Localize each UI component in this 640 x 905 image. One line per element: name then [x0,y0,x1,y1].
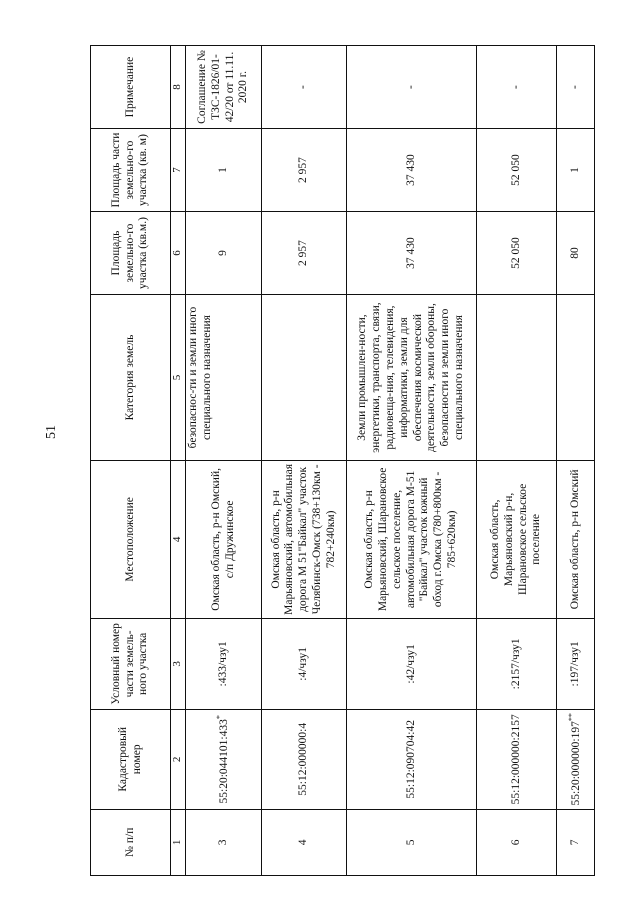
row-conditional: :433/чзу1 [186,618,262,709]
table-row [477,46,557,876]
col-number: 8 [171,46,186,129]
footnote-mark: ** [567,713,577,722]
row-area: 2 957 [262,212,347,295]
row-category: безопаснос-ти и земли иного специального назначения [186,295,262,461]
row-cadastral [477,710,557,810]
header-num: № п/п [91,809,171,875]
row-location: Омская область, р-н Марьяновский, Шарановское сельское поселение, автомобильная дорога М-51 "Байкал" участок южный обход г.Омска (780+800км - 785+620км) [347,461,477,619]
header-category: Категория земель [91,295,171,461]
table-row [347,46,477,876]
col-number: 2 [171,710,186,810]
row-note: - [557,46,595,129]
row-note: Соглашение № ТЗС-1826/01-42/20 от 11.11. 2020 г. [186,46,262,129]
header-part-area: Площадь части земельно-го участка (кв. м) [91,129,171,212]
cadastral-number: 55:12:090704:42 [404,720,417,799]
row-note: - [262,46,347,129]
row-category: Земли промышлен-ности, энергетики, транспорта, связи, радиовеща-ния, телевидения, информатики, земли для обеспечения космической деятельности, земли обороны, безопасности и земли иного специального назначения [347,295,477,461]
row-cadastral [347,710,477,810]
row-note: - [477,46,557,129]
row-cadastral [262,710,347,810]
header-row [91,46,171,876]
row-num: 3 [186,809,262,875]
row-part-area: 37 430 [347,129,477,212]
row-conditional: :197/чзу1 [557,618,595,709]
col-number: 1 [171,809,186,875]
row-cadastral [186,710,262,810]
cadastral-number: 55:12:000000:2157 [509,714,522,805]
row-category [477,295,557,461]
table-row [186,46,262,876]
header-location: Местоположение [91,461,171,619]
document-table-container [90,45,593,876]
row-part-area: 52 050 [477,129,557,212]
cadastral-number: 55:20:000000:197 [570,721,583,806]
row-location: Омская область, р-н Омский [557,461,595,619]
footnote-mark: * [215,715,225,720]
row-location: Омская область, р-н Омский, с/п Дружинское [186,461,262,619]
col-number: 6 [171,212,186,295]
row-part-area: 1 [557,129,595,212]
col-number: 5 [171,295,186,461]
col-number: 3 [171,618,186,709]
row-cadastral [557,710,595,810]
col-number: 4 [171,461,186,619]
header-area: Площадь земельно-го участка (кв.м.) [91,212,171,295]
col-number: 7 [171,129,186,212]
row-num: 6 [477,809,557,875]
row-conditional: :42/чзу1 [347,618,477,709]
row-area: 37 430 [347,212,477,295]
row-num: 7 [557,809,595,875]
row-location: Омская область, р-н Марьяновский, автомобильная дорога М 51"Байкал" участок Челябинск-Омск (738+130км - 782+240км) [262,461,347,619]
row-area: 80 [557,212,595,295]
row-location: Омская область, Марьяновский р-н, Шарановское сельское поселение [477,461,557,619]
cadastral-number: 55:20:044101:433 [218,719,231,804]
land-plots-table [90,45,595,876]
row-num: 5 [347,809,477,875]
table-row [262,46,347,876]
row-conditional: :4/чзу1 [262,618,347,709]
header-conditional: Условный номер части земель-ного участка [91,618,171,709]
row-conditional: :2157/чзу1 [477,618,557,709]
row-category [262,295,347,461]
header-cadastral: Кадастровый номер [91,710,171,810]
row-area: 52 050 [477,212,557,295]
row-area: 9 [186,212,262,295]
row-category [557,295,595,461]
row-part-area: 2 957 [262,129,347,212]
row-part-area: 1 [186,129,262,212]
cadastral-number: 55:12:000000:4 [297,722,310,796]
table-row [557,46,595,876]
row-num: 4 [262,809,347,875]
page-number: 51 [44,425,59,439]
header-note: Примечание [91,46,171,129]
row-note: - [347,46,477,129]
column-number-row [171,46,186,876]
